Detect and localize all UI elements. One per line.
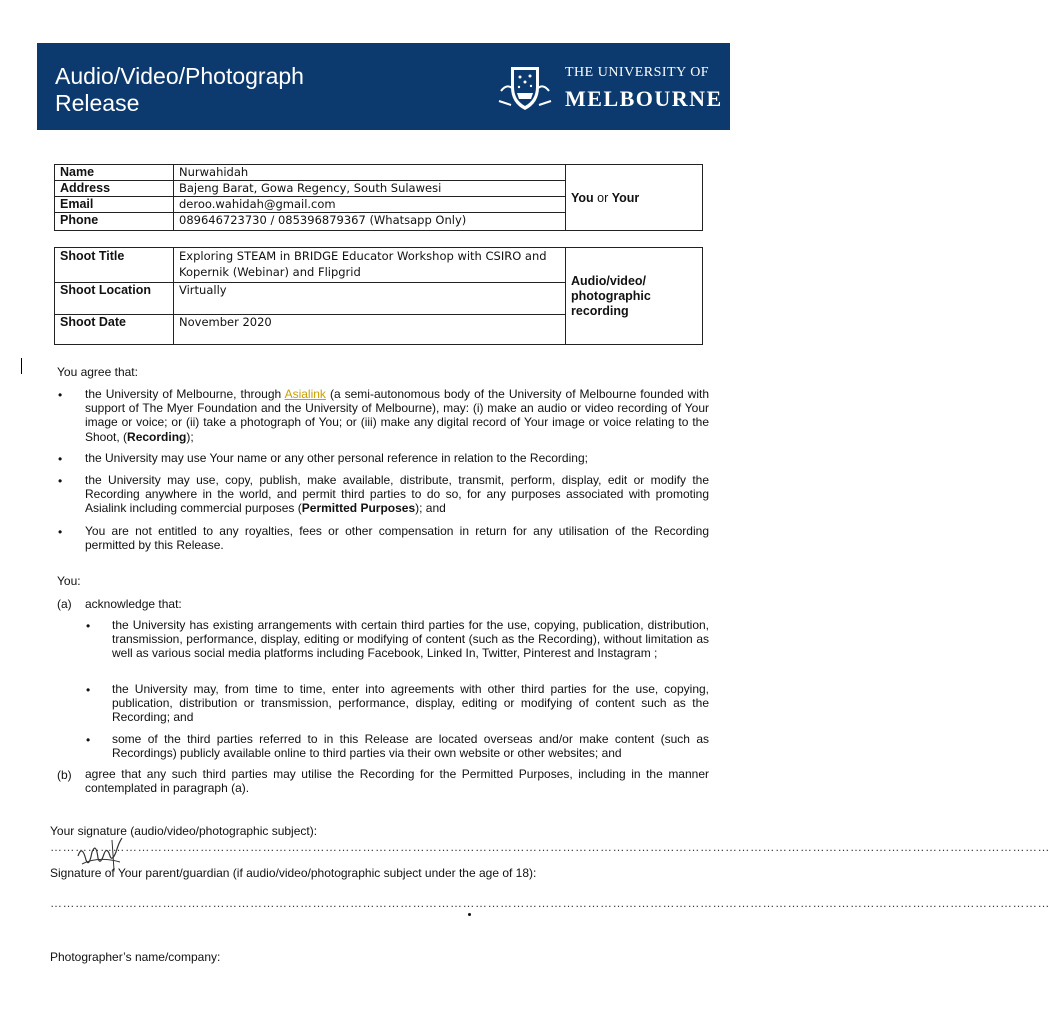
agree-bullet-1 xyxy=(85,387,709,444)
email-value: deroo.wahidah@gmail.com xyxy=(174,197,566,213)
recording-term: Recording xyxy=(127,429,187,444)
shoot-location-value: Virtually xyxy=(174,283,566,315)
agree-bullet-2: the University may use Your name or any other personal reference in relation to the Recording; xyxy=(85,451,588,465)
agree-bullet-3 xyxy=(85,473,709,516)
you-or-your-cell xyxy=(566,165,703,231)
title-line-1: Audio/Video/Photograph xyxy=(55,63,304,89)
shoot-title-value: Exploring STEAM in BRIDGE Educator Workshop with CSIRO and Kopernik (Webinar) and Flipgrid xyxy=(174,248,566,283)
title-line-2: Release xyxy=(55,90,140,116)
acknowledge-bullet-2: the University may, from time to time, enter into agreements with other third parties for the use, copying, publication, distribution or transmission, performance, display, editing or modifying of content such as the Recording; and xyxy=(112,682,709,725)
bullet-icon: • xyxy=(86,683,91,697)
shoot-details-table xyxy=(54,247,703,345)
acknowledge-bullet-3: some of the third parties referred to in this Release are located overseas and/or make content (such as Recordings) publicly available online to third parties via their own website or other websites; and xyxy=(112,732,709,761)
phone-value: 089646723730 / 085396879367 (Whatsapp Only) xyxy=(174,213,566,231)
address-label: Address xyxy=(55,181,174,197)
stray-dot xyxy=(468,913,471,916)
you-intro: You: xyxy=(57,574,81,588)
agree-b1-pre: the University of Melbourne, through xyxy=(85,387,285,401)
agree-intro: You agree that: xyxy=(57,365,138,379)
bullet-icon: • xyxy=(58,525,63,539)
asialink-link[interactable]: Asialink xyxy=(284,387,326,401)
shoot-date-label: Shoot Date xyxy=(55,315,174,345)
table-row xyxy=(55,248,703,283)
acknowledge-bullet-1: the University has existing arrangements with certain third parties for the use, copying, publication, distribution, transmission, performance, display, editing or modifying of content (such as the Recording), without limitation as well as various social media platforms including Facebook, Linked In, Twitter, Pinterest and Instagram ; xyxy=(112,618,709,661)
permitted-purposes-term: Permitted Purposes xyxy=(301,501,416,516)
university-name-line-1: THE UNIVERSITY OF xyxy=(565,65,710,80)
subject-signature-label: Your signature (audio/video/photographic subject): xyxy=(50,824,318,838)
shoot-location-label: Shoot Location xyxy=(55,283,174,315)
university-name-line-2: MELBOURNE xyxy=(565,86,723,111)
subject-signature-line[interactable]: …………………………………………………………………………………………………………………………………………………………………………………………………………………… xyxy=(50,840,1050,854)
agree-bullet-4: You are not entitled to any royalties, fees or other compensation in return for any utilisation of the Recording permitted by this Release. xyxy=(85,524,709,553)
email-label: Email xyxy=(55,197,174,213)
clause-a-text: acknowledge that: xyxy=(85,597,182,611)
name-value: Nurwahidah xyxy=(174,165,566,181)
phone-label: Phone xyxy=(55,213,174,231)
photographer-label: Photographer’s name/company: xyxy=(50,950,221,964)
or-text: or xyxy=(593,190,612,205)
recording-type-cell: Audio/video/ photographic recording xyxy=(566,248,703,345)
address-value: Bajeng Barat, Gowa Regency, South Sulawesi xyxy=(174,181,566,197)
table-row xyxy=(55,165,703,181)
clause-b-label: (b) xyxy=(57,768,72,782)
bullet-icon: • xyxy=(86,619,91,633)
agree-b3-pre: the University may use, copy, publish, make available, distribute, transmit, perform, display, edit or modify the Recording anywhere in the world, and permit third parties to do so, for any purposes associated with promoting Asialink including commercial purposes ( xyxy=(85,473,709,516)
clause-a-label: (a) xyxy=(57,597,72,611)
guardian-signature-line[interactable]: …………………………………………………………………………………………………………………………………………………………………………………………………………………… xyxy=(50,896,1050,910)
document-title xyxy=(55,63,304,117)
text-cursor xyxy=(21,358,22,374)
name-label: Name xyxy=(55,165,174,181)
agree-b3-end: ); and xyxy=(415,501,446,516)
agree-b1-end: ); xyxy=(186,429,194,444)
bullet-icon: • xyxy=(58,388,63,402)
your-text: Your xyxy=(611,190,640,205)
header-banner xyxy=(37,43,730,130)
personal-details-table xyxy=(54,164,703,231)
university-crest-icon xyxy=(497,63,553,113)
agree-b1-mid: (a semi-autonomous body of the University of Melbourne founded with support of The Myer Foundation and the University of Melbourne), may: (i) make an audio or video recording of Your image or voice; or (ii) take a photograph of You; or (iii) make any digital record of Your image or voice relating to the Shoot, ( xyxy=(85,387,710,444)
clause-b-text: agree that any such third parties may utilise the Recording for the Permitted Purposes, including in the manner contemplated in paragraph (a). xyxy=(85,767,709,796)
you-text: You xyxy=(571,190,594,205)
bullet-icon: • xyxy=(58,452,63,466)
shoot-date-value: November 2020 xyxy=(174,315,566,345)
shoot-title-label: Shoot Title xyxy=(55,248,174,283)
bullet-icon: • xyxy=(58,474,63,488)
guardian-signature-label: Signature of Your parent/guardian (if audio/video/photographic subject under the age of 18): xyxy=(50,866,537,880)
bullet-icon: • xyxy=(86,733,91,747)
